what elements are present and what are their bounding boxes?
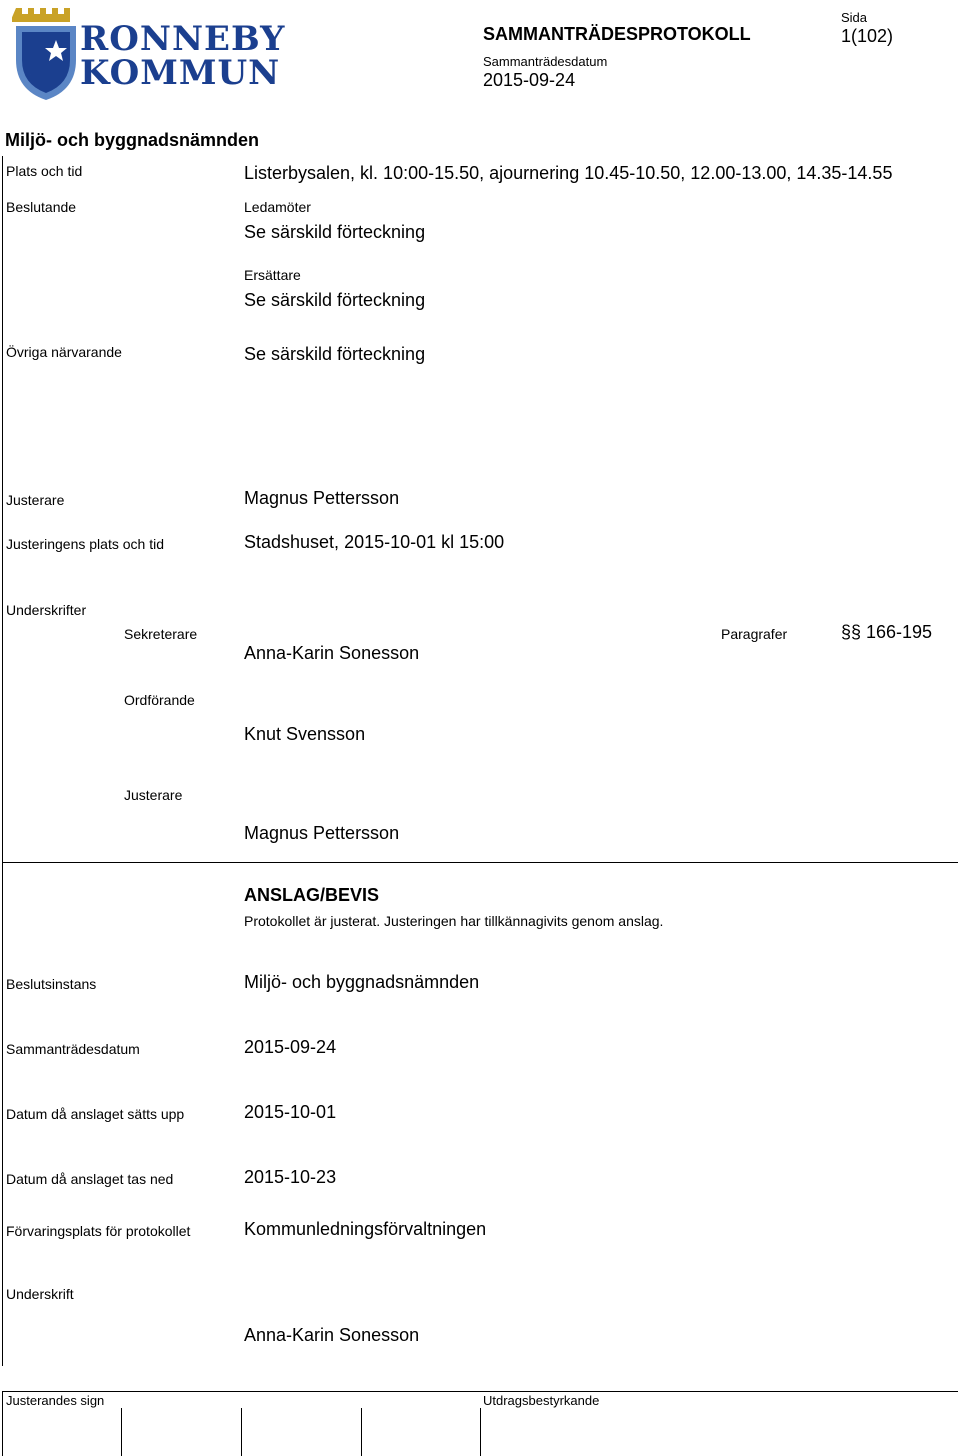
paragraphs-label: Paragrafer <box>721 626 788 642</box>
instance-label: Beslutsinstans <box>6 976 97 992</box>
members-value: Se särskild förteckning <box>244 222 426 242</box>
logo-wordmark <box>80 19 286 93</box>
members-label: Ledamöter <box>244 199 311 215</box>
sign-box-divider-2 <box>241 1408 242 1456</box>
notice-date-value: 2015-09-24 <box>244 1037 337 1057</box>
instance-value: Miljö- och byggnadsnämnden <box>244 972 480 992</box>
place-label: Plats och tid <box>6 163 83 179</box>
adjust-place-value: Stadshuset, 2015-10-01 kl 15:00 <box>244 532 505 552</box>
header-date: 2015-09-24 <box>483 70 576 90</box>
signature-label: Underskrift <box>6 1286 74 1302</box>
chair-label: Ordförande <box>124 692 195 708</box>
sign-box-divider-1 <box>121 1408 122 1456</box>
notice-date-label: Sammanträdesdatum <box>6 1041 140 1057</box>
adjuster-value: Magnus Pettersson <box>244 488 400 508</box>
signature-adjuster-name: Magnus Pettersson <box>244 823 400 843</box>
page-label: Sida <box>841 10 868 25</box>
removed-value: 2015-10-23 <box>244 1167 337 1187</box>
section-divider <box>2 862 958 863</box>
page-title: Miljö- och byggnadsnämnden <box>5 130 260 150</box>
substitutes-label: Ersättare <box>244 267 301 283</box>
deciding-label: Beslutande <box>6 199 77 215</box>
notice-text: Protokollet är justerat. Justeringen har tillkännagivits genom anslag. <box>244 913 664 929</box>
posted-label: Datum då anslaget sätts upp <box>6 1106 185 1122</box>
signatures-label: Underskrifter <box>6 602 87 618</box>
footer-left-line <box>2 1391 3 1456</box>
substitutes-value: Se särskild förteckning <box>244 290 426 310</box>
signature-name: Anna-Karin Sonesson <box>244 1325 420 1345</box>
sign-box-divider-3 <box>361 1408 362 1456</box>
signature-adjuster-label: Justerare <box>124 787 183 803</box>
logo-line-2: KOMMUN <box>80 53 281 93</box>
coat-of-arms-icon <box>12 6 80 102</box>
extract-label: Utdragsbestyrkande <box>483 1393 600 1408</box>
logo-line-1: RONNEBY <box>80 19 286 59</box>
storage-value: Kommunledningsförvaltningen <box>244 1219 487 1239</box>
paragraphs-symbol: §§ <box>841 622 862 642</box>
place-value: Listerbysalen, kl. 10:00-15.50, ajournering 10.45-10.50, 12.00-13.00, 14.35-14.55 <box>244 163 893 183</box>
footer-top-line <box>2 1391 958 1392</box>
left-border-bottom <box>2 862 3 1366</box>
paragraphs-value: 166-195 <box>866 622 933 642</box>
sign-box-divider-4 <box>480 1408 481 1456</box>
notice-title: ANSLAG/BEVIS <box>244 885 380 905</box>
page-number: 1(102) <box>841 26 894 46</box>
document-type: SAMMANTRÄDESPROTOKOLL <box>483 24 751 44</box>
storage-label: Förvaringsplats för protokollet <box>6 1223 191 1239</box>
removed-label: Datum då anslaget tas ned <box>6 1171 174 1187</box>
secretary-name: Anna-Karin Sonesson <box>244 643 420 663</box>
secretary-label: Sekreterare <box>124 626 198 642</box>
adjuster-label: Justerare <box>6 492 65 508</box>
others-label: Övriga närvarande <box>6 344 122 360</box>
others-value: Se särskild förteckning <box>244 344 426 364</box>
chair-name: Knut Svensson <box>244 724 366 744</box>
posted-value: 2015-10-01 <box>244 1102 337 1122</box>
left-border-top <box>2 156 3 862</box>
header-date-label: Sammanträdesdatum <box>483 54 608 69</box>
adjust-place-label: Justeringens plats och tid <box>6 536 164 552</box>
adjusters-sign-label: Justerandes sign <box>6 1393 105 1408</box>
